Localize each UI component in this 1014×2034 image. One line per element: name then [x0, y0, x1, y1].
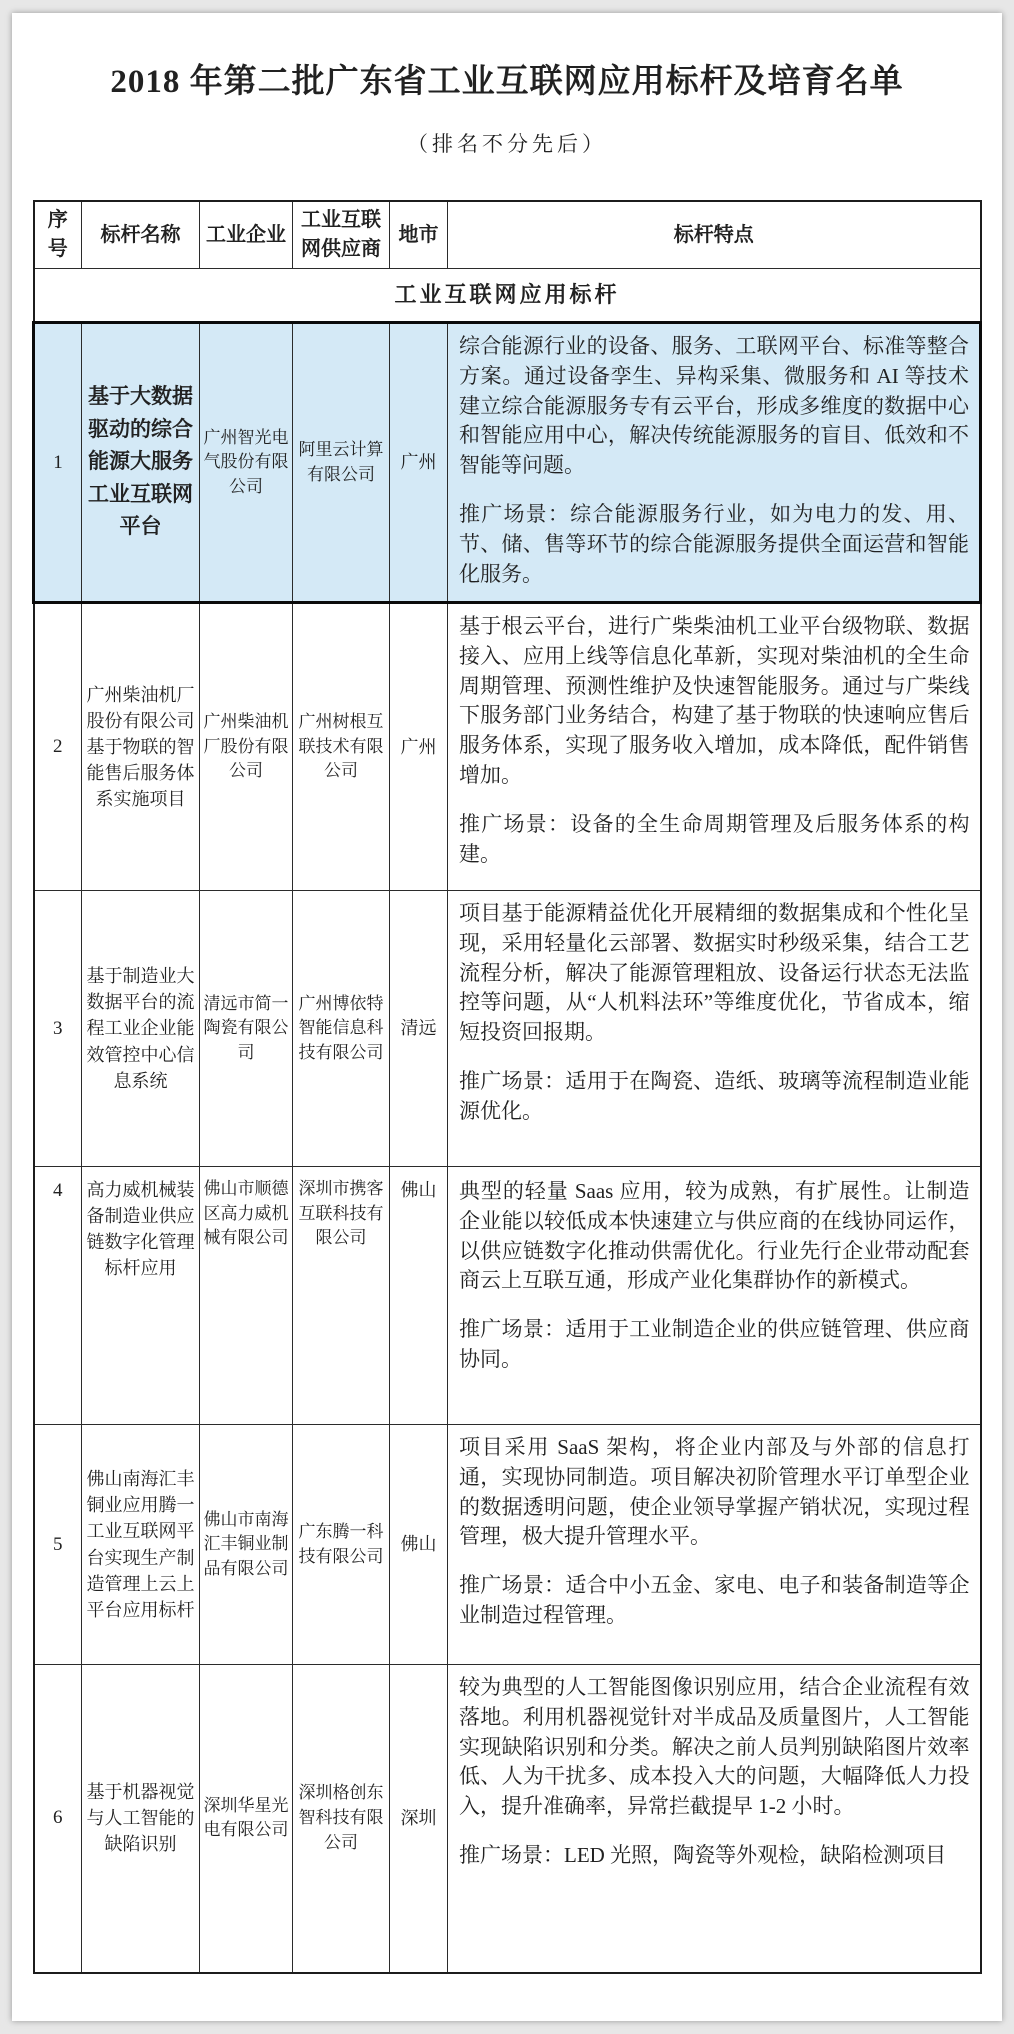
city-cell: 佛山: [390, 1425, 448, 1665]
supplier-cell: 阿里云计算有限公司: [293, 323, 390, 603]
table-row: [34, 891, 981, 1167]
section-header-row: [34, 269, 981, 323]
feature-promotion-text: 推广场景：综合能源服务行业，如为电力的发、用、节、储、售等环节的综合能源服务提供全面运营和智能化服务。: [459, 502, 969, 586]
feature-cell: [448, 1167, 981, 1425]
feature-cell: [448, 1425, 981, 1665]
enterprise-cell: 佛山市顺德区高力威机械有限公司: [200, 1167, 293, 1425]
table-header-row: [34, 201, 981, 269]
benchmark-name-cell: 基于机器视觉与人工智能的缺陷识别: [82, 1665, 200, 1973]
city-cell: 清远: [390, 891, 448, 1167]
table-row: [34, 1167, 981, 1425]
column-header-benchmark-name: 标杆名称: [82, 201, 200, 269]
benchmark-name-cell: 佛山南海汇丰铜业应用腾一工业互联网平台实现生产制造管理上云上平台应用标杆: [82, 1425, 200, 1665]
feature-promotion-text: 推广场景：适合中小五金、家电、电子和装备制造等企业制造过程管理。: [459, 1573, 970, 1628]
row-number-cell: 5: [34, 1425, 82, 1665]
benchmark-name-cell: 广州柴油机厂股份有限公司基于物联的智能售后服务体系实施项目: [82, 603, 200, 891]
supplier-cell: 深圳格创东智科技有限公司: [293, 1665, 390, 1973]
enterprise-cell: 广州柴油机厂股份有限公司: [200, 603, 293, 891]
column-header-features: 标杆特点: [448, 201, 981, 269]
section-title: 工业互联网应用标杆: [34, 269, 981, 323]
row-number-cell: 3: [34, 891, 82, 1167]
benchmark-table: [32, 200, 982, 1974]
table-row: [34, 323, 981, 603]
feature-promotion-text: 推广场景：适用于工业制造企业的供应链管理、供应商协同。: [459, 1317, 970, 1372]
document-page: [12, 13, 1002, 2021]
feature-promotion-text: 推广场景：设备的全生命周期管理及后服务体系的构建。: [459, 811, 970, 866]
feature-text: 基于根云平台，进行广柴柴油机工业平台级物联、数据接入、应用上线等信息化革新，实现对柴油机的全生命周期管理、预测性维护及快速智能服务。通过与广柴线下服务部门业务结合，构建了基于物联的快速响应售后服务体系，实现了服务收入增加，成本降低，配件销售增加。: [459, 614, 970, 788]
enterprise-cell: 广州智光电气股份有限公司: [200, 323, 293, 603]
feature-text: 较为典型的人工智能图像识别应用，结合企业流程有效落地。利用机器视觉针对半成品及质量图片，人工智能实现缺陷识别和分类。解决之前人员判别缺陷图片效率低、人为干扰多、成本投入大的问题，大幅降低人力投入，提升准确率，异常拦截提早 1-2 小时。: [459, 1675, 970, 1819]
supplier-cell: 广东腾一科技有限公司: [293, 1425, 390, 1665]
city-cell: 深圳: [390, 1665, 448, 1973]
enterprise-cell: 佛山市南海汇丰铜业制品有限公司: [200, 1425, 293, 1665]
benchmark-name-cell: 基于大数据驱动的综合能源大服务工业互联网平台: [82, 323, 200, 603]
column-header-enterprise: 工业企业: [200, 201, 293, 269]
row-number-cell: 1: [34, 323, 82, 603]
feature-cell: [448, 1665, 981, 1973]
feature-text: 典型的轻量 Saas 应用，较为成熟，有扩展性。让制造企业能以较低成本快速建立与供应商的在线协同运作，以供应链数字化推动供需优化。行业先行企业带动配套商云上互联互通，形成产业化集群协作的新模式。: [459, 1179, 970, 1293]
table-row: [34, 603, 981, 891]
column-header-city: 地市: [390, 201, 448, 269]
enterprise-cell: 清远市简一陶瓷有限公司: [200, 891, 293, 1167]
feature-text: 综合能源行业的设备、服务、工联网平台、标准等整合方案。通过设备孪生、异构采集、微服务和 AI 等技术建立综合能源服务专有云平台，形成多维度的数据中心和智能应用中心，解决传统能源服务的盲目、低效和不智能等问题。: [459, 334, 969, 478]
supplier-cell: 广州博依特智能信息科技有限公司: [293, 891, 390, 1167]
row-number-cell: 4: [34, 1167, 82, 1425]
feature-promotion-text: 推广场景：LED 光照，陶瓷等外观检，缺陷检测项目: [459, 1843, 947, 1868]
row-number-cell: 2: [34, 603, 82, 891]
feature-promotion-text: 推广场景：适用于在陶瓷、造纸、玻璃等流程制造业能源优化。: [459, 1069, 970, 1123]
feature-cell: [448, 891, 981, 1167]
column-header-supplier: 工业互联网供应商: [293, 201, 390, 269]
page-title: 2018 年第二批广东省工业互联网应用标杆及培育名单: [110, 64, 904, 100]
benchmark-name-cell: 高力威机械装备制造业供应链数字化管理标杆应用: [82, 1167, 200, 1425]
city-cell: 佛山: [390, 1167, 448, 1425]
city-cell: 广州: [390, 603, 448, 891]
feature-text: 项目基于能源精益优化开展精细的数据集成和个性化呈现，采用轻量化云部署、数据实时秒级采集，结合工艺流程分析，解决了能源管理粗放、设备运行状态无法监控等问题，从“人机料法环”等维度优化，节省成本，缩短投资回报期。: [459, 901, 970, 1045]
feature-text: 项目采用 SaaS 架构，将企业内部及与外部的信息打通，实现协同制造。项目解决初阶管理水平订单型企业的数据透明问题，使企业领导掌握产销状况，实现过程管理，极大提升管理水平。: [459, 1435, 970, 1549]
table-row: [34, 1665, 981, 1973]
enterprise-cell: 深圳华星光电有限公司: [200, 1665, 293, 1973]
row-number-cell: 6: [34, 1665, 82, 1973]
table-row: [34, 1425, 981, 1665]
feature-cell: [448, 323, 981, 603]
city-cell: 广州: [390, 323, 448, 603]
feature-cell: [448, 603, 981, 891]
supplier-cell: 广州树根互联技术有限公司: [293, 603, 390, 891]
column-header-no: 序号: [34, 201, 82, 269]
supplier-cell: 深圳市携客互联科技有限公司: [293, 1167, 390, 1425]
benchmark-name-cell: 基于制造业大数据平台的流程工业企业能效管控中心信息系统: [82, 891, 200, 1167]
page-subtitle: （排名不分先后）: [407, 132, 607, 156]
